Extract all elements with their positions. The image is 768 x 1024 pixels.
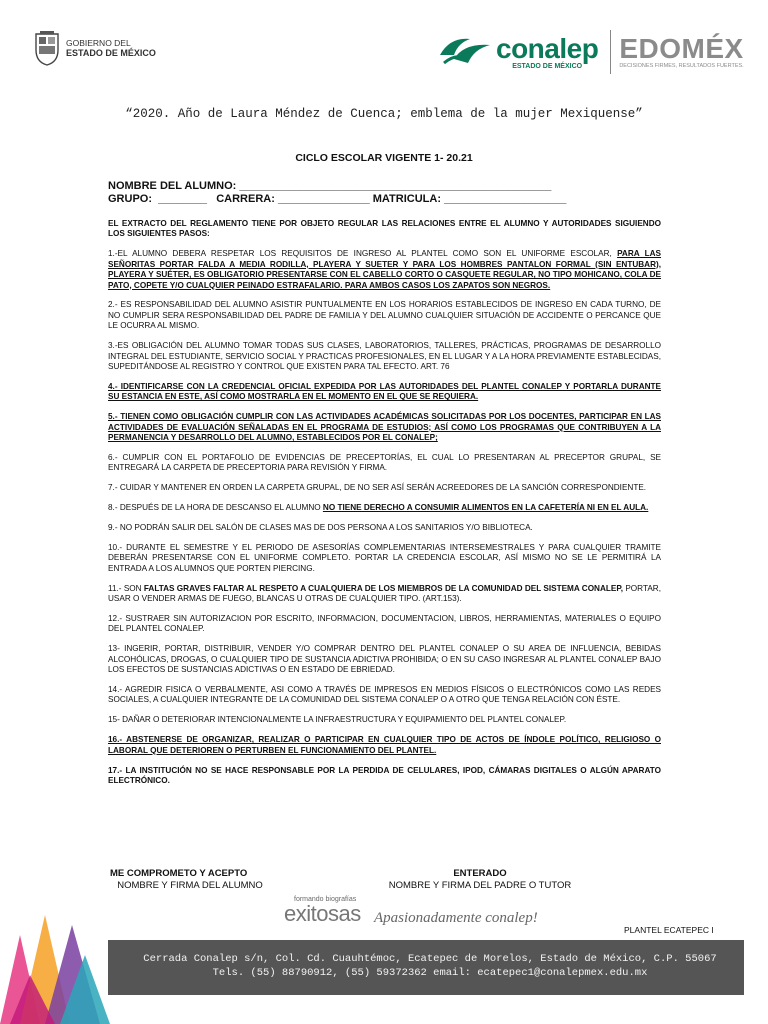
- logo-divider: [610, 30, 611, 74]
- rules-body: [108, 219, 661, 796]
- edomex-wordmark: EDOMÉX: [619, 33, 744, 64]
- year-motto: “2020. Año de Laura Méndez de Cuenca; emblema de la mujer Mexiquense”: [125, 107, 643, 121]
- rule-11-emphasis: FALTAS GRAVES FALTAR AL RESPETO A CUALQUIERA DE LOS MIEMBROS DE LA COMUNIDAD DEL SISTEMA CONALEP,: [143, 583, 624, 593]
- rule-9: 9.- NO PODRÁN SALIR DEL SALÓN DE CLASES MAS DE DOS PERSONA A LOS SANITARIOS Y/O BIBLIOTECA.: [108, 523, 533, 533]
- rule-12: 12.- SUSTRAER SIN AUTORIZACION POR ESCRITO, INFORMACION, DOCUMENTACION, LIBROS, HERRAMIENTAS, MATERIALES O EQUIPO DEL PLANTEL CONALEP.: [108, 613, 661, 634]
- rule-3: 3.-ES OBLIGACIÓN DEL ALUMNO TOMAR TODAS SUS CLASES, LABORATORIOS, TALLERES, PRÁCTICAS, PROGRAMAS DE DESARROLLO INTEGRAL DEL ESTUDIANTE, SERVICIO SOCIAL Y PRACTICAS PROFESIONALES, EN EL LUGAR Y A LA HORA PREVIAMENTE ESTABLECIDAS, SUPEDITÁNDOSE AL REGISTRO Y CONTROL QUE EXISTEN PARA TAL EFECTO. ART. 76: [108, 341, 661, 371]
- rule-2: 2.- ES RESPONSABILIDAD DEL ALUMNO ASISTIR PUNTUALMENTE EN LOS HORARIOS ESTABLECIDOS DE INGRESO EN CADA TURNO, DE NO CUMPLIR SERA RESPONSABILIDAD DEL PADRE DE FAMILIA Y DEL ALUMNO CUALQUIER SITUACIÓN DE ACCIDENTE O PERCANCE QUE LE OCURRA AL MISMO.: [108, 300, 661, 331]
- school-cycle-title: CICLO ESCOLAR VIGENTE 1- 20.21: [295, 152, 473, 164]
- student-name-field: NOMBRE DEL ALUMNO: ___________________________________________________: [108, 180, 552, 192]
- rule-11-text: 11.- SON: [108, 583, 144, 593]
- accept-label: ME COMPROMETO Y ACEPTO: [110, 868, 248, 879]
- conalep-mark-icon: [436, 33, 494, 71]
- group-career-id-fields: GRUPO: ________ CARRERA: _______________ MATRICULA: ____________________: [108, 193, 567, 205]
- rule-13: 13- INGERIR, PORTAR, DISTRIBUIR, VENDER Y/O COMPRAR DENTRO DEL PLANTEL CONALEP O SU AREA DE INFLUENCIA, BEBIDAS ALCOHÓLICAS, DROGAS, O CUALQUIER TIPO DE SUSTANCIA ADICTIVA PROHIBIDA; O EN SU CASO INGRESAR AL PLANTEL CONALEP BAJO LOS EFECTOS DE SUSTANCIAS ADICTIVAS O EN ESTADO DE EBRIEDAD.: [108, 644, 661, 675]
- rule-10: 10.- DURANTE EL SEMESTRE Y EL PERIODO DE ASESORÍAS COMPLEMENTARIAS INTERSEMESTRALES Y PARA CUALQUIER TRAMITE DEBERÁN PRESENTARSE CON EL UNIFORME COMPLETO. PORTAR LA CREDENCIA ESCOLAR, ASÍ MISMO NO SE LE PERMITIRÁ LA ENTRADA A LOS ALUMNOS QUE PORTEN PIERCING.: [108, 542, 661, 573]
- footer-address: [116, 952, 744, 980]
- footer-line-2: Tels. (55) 88790912, (55) 59372362 email: ecatepec1@conalepmex.edu.mx: [212, 967, 648, 979]
- bio-big-text: exitosas: [284, 901, 361, 926]
- rule-6: 6.- CUMPLIR CON EL PORTAFOLIO DE EVIDENCIAS DE PRECEPTORÍAS, EL CUAL LO PRESENTARAN AL PRECEPTOR GRUPAL, SE ENTREGARÁ LA CARPETA DE PRECEPTORIA PARA REVISIÓN Y FIRMA.: [108, 452, 661, 473]
- plantel-label: PLANTEL ECATEPEC I: [624, 925, 714, 935]
- rule-14: 14.- AGREDIR FISICA O VERBALMENTE, ASI COMO A TRAVÉS DE IMPRESOS EN MEDIOS FÍSICOS O ELECTRÓNICOS COMO LAS REDES SOCIALES, A CUALQUIER INTEGRANTE DE LA COMUNIDAD DEL SISTEMA CONALEP O A OTRO QUE TENGA RELACIÓN CON ÉSTE.: [108, 685, 661, 705]
- tutor-signature-label: NOMBRE Y FIRMA DEL PADRE O TUTOR: [388, 880, 572, 891]
- rule-8: [108, 503, 661, 513]
- rule-16: 16.- ABSTENERSE DE ORGANIZAR, REALIZAR O PARTICIPAR EN CUALQUIER TIPO DE ACTOS DE ÍNDOLE POLÍTICO, RELIGIOSO O LABORAL QUE DETERIOREN O PERTURBEN EL FUNCIONAMIENTO DEL PLANTEL.: [108, 735, 661, 755]
- rule-17: 17.- LA INSTITUCIÓN NO SE HACE RESPONSABLE POR LA PERDIDA DE CELULARES, IPOD, CÁMARAS DIGITALES O ALGÚN APARATO ELECTRÓNICO.: [108, 765, 661, 785]
- conalep-edomex-logos: [436, 30, 744, 74]
- student-signature-label: NOMBRE Y FIRMA DEL ALUMNO: [117, 880, 263, 891]
- rule-1-emphasis: PARA LAS SEÑORITAS PORTAR FALDA A MEDIA RODILLA, PLAYERA Y SUETER Y PARA LOS HOMBRES PANTALON FORMAL (SIN ENTUBAR), PLAYERA Y SUÉTER, ES OBLIGATORIO PRESENTARSE CON EL CABELLO CORTO O CASQUETE REGULAR, NO TIPO MOHICANO, COLA DE PATO, COPETE Y/O CUALQUIER PEINADO ESTRAFALARIO. PARA AMBOS CASOS LOS ZAPATOS SON NEGROS.: [108, 249, 662, 290]
- intro-paragraph: EL EXTRACTO DEL REGLAMENTO TIENE POR OBJETO REGULAR LAS RELACIONES ENTRE EL ALUMNO Y AUTORIDADES SIGUIENDO LOS SIGUIENTES PASOS:: [108, 219, 661, 239]
- rule-1-text: 1.-EL ALUMNO DEBERA RESPETAR LOS REQUISITOS DE INGRESO AL PLANTEL COMO SON EL UNIFORME ESCOLAR,: [108, 249, 618, 259]
- rule-4: 4.- IDENTIFICARSE CON LA CREDENCIAL OFICIAL EXPEDIDA POR LAS AUTORIDADES DEL PLANTEL CONALEP Y PORTARLA DURANTE SU ESTANCIA EN ESTE, ASÍ COMO MOSTRARLA EN EL MOMENTO EN EL QUE SE REQUIERA.: [108, 381, 661, 402]
- rule-5: 5.- TIENEN COMO OBLIGACIÓN CUMPLIR CON LAS ACTIVIDADES ACADÉMICAS SOLICITADAS POR LOS DOCENTES, PARTICIPAR EN LAS ACTIVIDADES DE EVALUACIÓN SEÑALADAS EN EL PROGRAMA DE ESTUDIOS; ASÍ COMO LOS PROGRAMAS QUE CONTRIBUYEN A LA PERMANENCIA Y DESARROLLO DEL ALUMNO, ESTABLECIDOS POR EL CONALEP;: [108, 412, 661, 442]
- gov-line-2: ESTADO DE MÉXICO: [66, 48, 156, 58]
- gobierno-logo: [34, 30, 156, 66]
- decorative-triangles-icon: [0, 905, 110, 1024]
- edomex-tagline: DECISIONES FIRMES, RESULTADOS FUERTES.: [619, 63, 744, 69]
- footer-line-1: Cerrada Conalep s/n, Col. Cd. Cuauhtémoc, Ecatepec de Morelos, Estado de México, C.P. 55067: [143, 953, 717, 965]
- student-fields: [108, 180, 566, 206]
- rule-1: [108, 249, 661, 291]
- acknowledged-label: ENTERADO: [453, 868, 507, 879]
- conalep-wordmark: conalep: [496, 32, 599, 64]
- rule-11: [108, 584, 661, 605]
- student-signature-block: [110, 868, 270, 892]
- rule-8-text: 8.- DESPUÉS DE LA HORA DE DESCANSO EL ALUMNO: [108, 503, 323, 513]
- bio-small-text: formando biografías: [294, 896, 357, 903]
- rule-11-rest: PORTAR, USAR O VENDER ARMAS DE FUEGO, BLANCAS U OTRAS DE CUALQUIER TIPO. (ART.153).: [108, 583, 661, 604]
- tutor-signature-block: [380, 868, 580, 892]
- rule-7: 7.- CUIDAR Y MANTENER EN ORDEN LA CARPETA GRUPAL, DE NO SER ASÍ SERÁN ACREEDORES DE LA SANCIÓN CORRESPONDIENTE.: [108, 483, 647, 493]
- apasionadamente-logo: Apasionadamente conalep!: [374, 910, 538, 926]
- coat-of-arms-icon: [34, 30, 60, 66]
- biografias-exitosas-logo: [284, 896, 361, 925]
- rule-15: 15- DAÑAR O DETERIORAR INTENCIONALMENTE LA INFRAESTRUCTURA Y EQUIPAMIENTO DEL PLANTEL CONALEP.: [108, 715, 567, 725]
- gov-line-1: GOBIERNO DEL: [66, 38, 131, 48]
- conalep-subtitle: ESTADO DE MÉXICO: [512, 62, 583, 70]
- rule-8-emphasis: NO TIENE DERECHO A CONSUMIR ALIMENTOS EN LA CAFETERÍA NI EN EL AULA.: [322, 503, 649, 513]
